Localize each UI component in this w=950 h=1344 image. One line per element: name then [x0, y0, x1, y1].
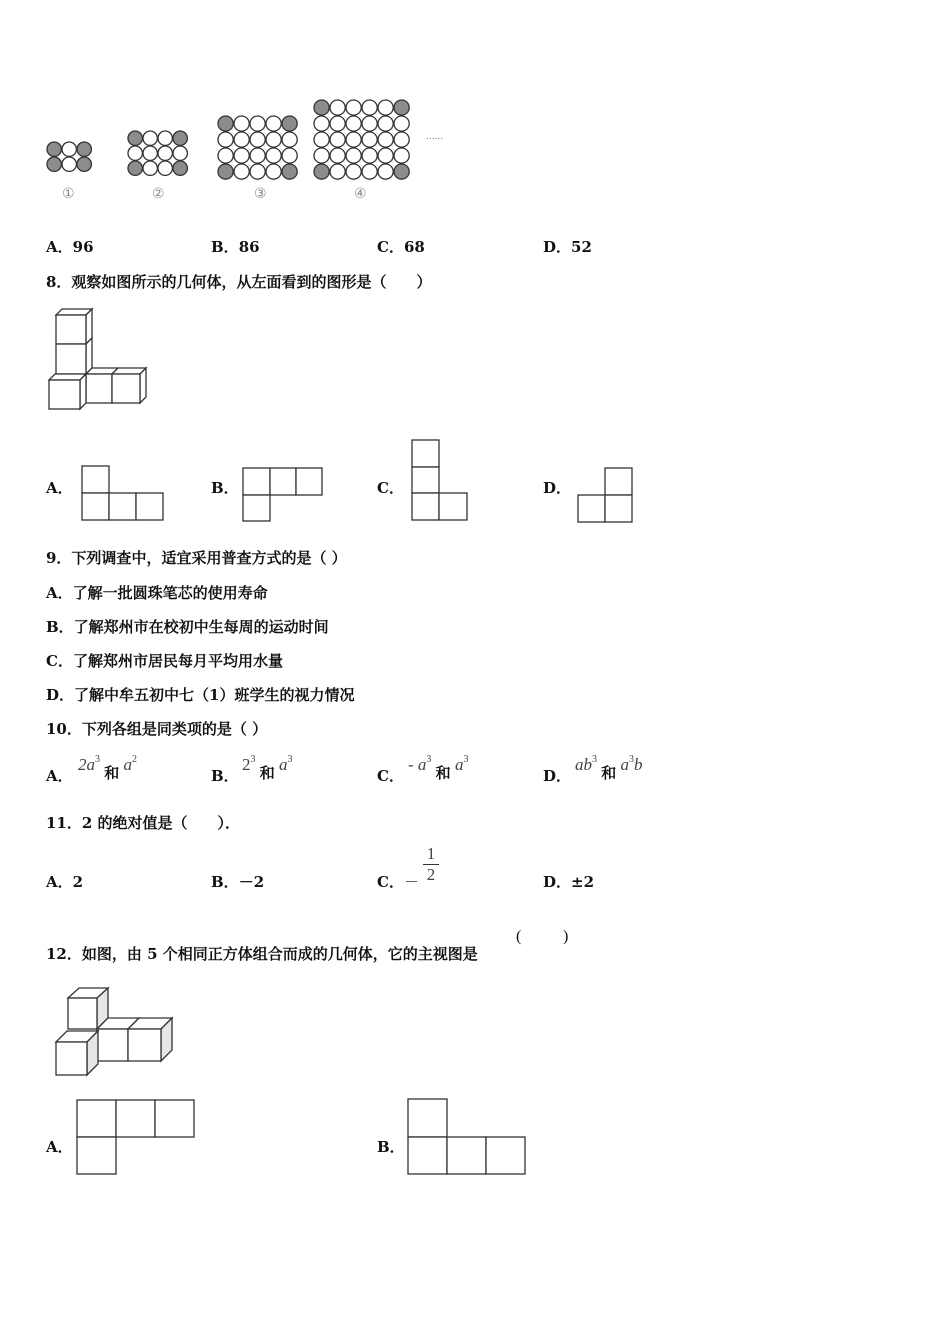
- q12-question: 12．如图，由 5 个相同正方体组合而成的几何体，它的主视图是: [46, 945, 478, 963]
- pattern-circle: [282, 116, 297, 131]
- pattern-circle: [362, 132, 377, 147]
- pattern-circle: [362, 116, 377, 131]
- q10-d-left-exp: 3: [592, 754, 597, 765]
- pattern-circle: [314, 132, 329, 147]
- q10-c-left-exp: 3: [426, 754, 432, 765]
- pattern-circle: [378, 100, 393, 115]
- q7-option-a[interactable]: [46, 236, 94, 257]
- pattern-circle: [330, 100, 345, 115]
- circle-pattern-figure: [40, 95, 500, 215]
- q10-c-right: a: [454, 755, 464, 774]
- q7-option-c[interactable]: [377, 236, 425, 257]
- pattern-circle: [218, 116, 233, 131]
- pattern-circle: [378, 132, 393, 147]
- pattern-circle: [218, 148, 233, 163]
- pattern-circle: [128, 131, 142, 145]
- q12-paren-close: ): [563, 928, 569, 945]
- q10-c-left: - a: [408, 755, 427, 774]
- q10-b-right-exp: 3: [287, 754, 293, 765]
- q8-question: 8．观察如图所示的几何体，从左面看到的图形是（ ）: [46, 273, 432, 291]
- q12-option-a-view[interactable]: [76, 1099, 198, 1177]
- pattern-circle: [378, 148, 393, 163]
- q11-option-b-text: －2: [238, 873, 265, 891]
- pattern-circle: [314, 148, 329, 163]
- pattern-circle: [362, 164, 377, 179]
- q9-option-b[interactable]: B．了解郑州市在校初中生每周的运动时间: [46, 618, 329, 636]
- figure-label-2: ②: [152, 186, 165, 202]
- q7-option-b-text: 86: [238, 238, 260, 256]
- pattern-circle: [143, 161, 157, 175]
- pattern-circle: [234, 116, 249, 131]
- pattern-circle: [218, 132, 233, 147]
- pattern-circle: [234, 164, 249, 179]
- q10-option-c[interactable]: [377, 765, 404, 786]
- q10-option-a-letter: A．: [46, 767, 73, 785]
- q11-option-c-letter: C．: [377, 873, 404, 891]
- q10-option-c-expr: [408, 754, 469, 782]
- q11-option-b-letter: B．: [211, 873, 239, 891]
- q10-option-d-letter: D．: [543, 767, 572, 785]
- q12-cube-figure: [55, 987, 185, 1079]
- pattern-circle: [158, 161, 172, 175]
- pattern-circle: [330, 164, 345, 179]
- pattern-circle: [250, 148, 265, 163]
- q11-option-c-sign: －: [403, 873, 419, 891]
- pattern-circle: [218, 164, 233, 179]
- pattern-circle: [346, 100, 361, 115]
- pattern-circle: [62, 142, 76, 156]
- pattern-circle: [394, 148, 409, 163]
- q10-option-d-expr: [575, 754, 643, 782]
- q8-option-a-view[interactable]: [81, 465, 165, 521]
- pattern-circle: [234, 148, 249, 163]
- q12-option-b-view[interactable]: [407, 1098, 529, 1176]
- figure-label-3: ③: [254, 186, 267, 202]
- q10-a-left: 2a: [78, 755, 95, 774]
- pattern-circle: [394, 164, 409, 179]
- pattern-circle: [330, 116, 345, 131]
- q10-option-b[interactable]: [211, 765, 239, 786]
- pattern-circle: [250, 164, 265, 179]
- q8-option-c[interactable]: C．: [377, 479, 404, 497]
- q7-option-c-letter: C．: [377, 238, 404, 256]
- pattern-circle: [250, 132, 265, 147]
- q8-option-c-view[interactable]: [411, 439, 471, 523]
- q11-c-denominator: 2: [426, 865, 436, 884]
- q10-a-he: 和: [104, 766, 120, 782]
- pattern-circle: [47, 142, 61, 156]
- pattern-circle: [128, 146, 142, 160]
- q9-option-c[interactable]: C．了解郑州市居民每月平均用水量: [46, 652, 283, 670]
- pattern-circle: [394, 116, 409, 131]
- pattern-ellipsis: ......: [426, 132, 444, 142]
- q7-option-c-text: 68: [403, 238, 425, 256]
- q10-option-a[interactable]: [46, 765, 73, 786]
- q8-option-b[interactable]: B．: [211, 479, 239, 497]
- q7-option-a-text: 96: [72, 238, 94, 256]
- q10-d-right-tail: b: [634, 755, 643, 774]
- pattern-circle: [330, 148, 345, 163]
- q11-option-d-text: ±2: [571, 873, 595, 891]
- pattern-circle: [234, 132, 249, 147]
- pattern-circle: [77, 142, 91, 156]
- pattern-circle: [77, 157, 91, 171]
- q12-option-a[interactable]: A．: [46, 1138, 73, 1156]
- q10-a-left-exp: 3: [95, 754, 100, 765]
- q11-option-c[interactable]: [377, 871, 419, 892]
- pattern-circle: [266, 164, 281, 179]
- q10-d-right-exp: 3: [629, 754, 635, 765]
- figure-label-4: ④: [354, 186, 367, 202]
- q11-option-c-fraction: [423, 845, 439, 884]
- q10-a-right: a: [123, 755, 133, 774]
- q9-option-a[interactable]: A．了解一批圆珠笔芯的使用寿命: [46, 584, 268, 602]
- pattern-circle: [314, 116, 329, 131]
- q10-option-a-expr: [78, 754, 138, 782]
- pattern-circle: [282, 132, 297, 147]
- pattern-circle: [314, 164, 329, 179]
- pattern-circle: [173, 161, 187, 175]
- pattern-circle: [346, 116, 361, 131]
- pattern-circle: [346, 148, 361, 163]
- q11-option-b[interactable]: [211, 871, 264, 892]
- pattern-circle: [47, 157, 61, 171]
- q10-b-left: 2: [242, 755, 251, 774]
- pattern-circle: [173, 131, 187, 145]
- q10-option-c-letter: C．: [377, 767, 404, 785]
- pattern-circle: [394, 100, 409, 115]
- pattern-circle: [378, 164, 393, 179]
- pattern-circle: [346, 164, 361, 179]
- pattern-circle: [158, 146, 172, 160]
- q7-option-a-letter: A．: [46, 238, 73, 256]
- pattern-circle: [266, 148, 281, 163]
- q11-option-a-letter: A．: [46, 873, 73, 891]
- q10-b-right: a: [279, 755, 288, 774]
- pattern-circle: [173, 146, 187, 160]
- pattern-circle: [143, 146, 157, 160]
- q7-option-b-letter: B．: [211, 238, 239, 256]
- pattern-circle: [250, 116, 265, 131]
- pattern-circle: [330, 132, 345, 147]
- pattern-circle: [314, 100, 329, 115]
- pattern-circle: [362, 100, 377, 115]
- pattern-circle: [362, 148, 377, 163]
- q7-option-d-text: 52: [571, 238, 592, 256]
- q11-option-d[interactable]: [543, 871, 594, 892]
- q10-c-right-exp: 3: [463, 754, 469, 765]
- pattern-circle: [282, 148, 297, 163]
- pattern-circle: [143, 131, 157, 145]
- q10-question: 10．下列各组是同类项的是（ ）: [46, 720, 268, 738]
- q7-option-d[interactable]: [543, 236, 592, 257]
- pattern-circle: [128, 161, 142, 175]
- pattern-circle: [394, 132, 409, 147]
- pattern-circle: [378, 116, 393, 131]
- q10-d-he: 和: [601, 766, 617, 782]
- q8-option-b-view[interactable]: [242, 467, 326, 523]
- q12-paren-open: (: [516, 928, 522, 945]
- q9-question: 9．下列调查中，适宜采用普查方式的是（ ）: [46, 549, 347, 567]
- q11-option-a[interactable]: [46, 871, 83, 892]
- q10-d-left: ab: [575, 755, 592, 774]
- q10-a-right-exp: 2: [132, 754, 138, 765]
- q7-option-d-letter: D．: [543, 238, 572, 256]
- q8-option-a[interactable]: A．: [46, 479, 73, 497]
- q10-b-he: 和: [259, 766, 275, 782]
- q10-option-b-letter: B．: [211, 767, 239, 785]
- q10-d-right: a: [620, 755, 630, 774]
- q11-option-a-text: 2: [72, 873, 84, 891]
- q9-option-d[interactable]: D．了解中牟五初中七（1）班学生的视力情况: [46, 686, 355, 704]
- q8-option-d[interactable]: D．: [543, 479, 572, 497]
- pattern-circle: [62, 157, 76, 171]
- pattern-circle: [266, 116, 281, 131]
- q12-option-b[interactable]: B．: [377, 1138, 405, 1156]
- q11-option-d-letter: D．: [543, 873, 572, 891]
- pattern-circle: [346, 132, 361, 147]
- pattern-circle: [266, 132, 281, 147]
- q8-cube-figure: [48, 308, 158, 408]
- q10-option-b-expr: [242, 754, 293, 782]
- q8-option-d-view[interactable]: [577, 467, 637, 525]
- q10-c-he: 和: [435, 766, 451, 782]
- q10-option-d[interactable]: [543, 765, 571, 786]
- q11-c-numerator: 1: [426, 844, 436, 863]
- figure-label-1: ①: [62, 186, 75, 202]
- q11-question: 11．2 的绝对值是（ ）．: [46, 814, 241, 832]
- pattern-circle: [158, 131, 172, 145]
- q7-option-b[interactable]: [211, 236, 260, 257]
- pattern-circle: [282, 164, 297, 179]
- q10-b-left-exp: 3: [250, 754, 256, 765]
